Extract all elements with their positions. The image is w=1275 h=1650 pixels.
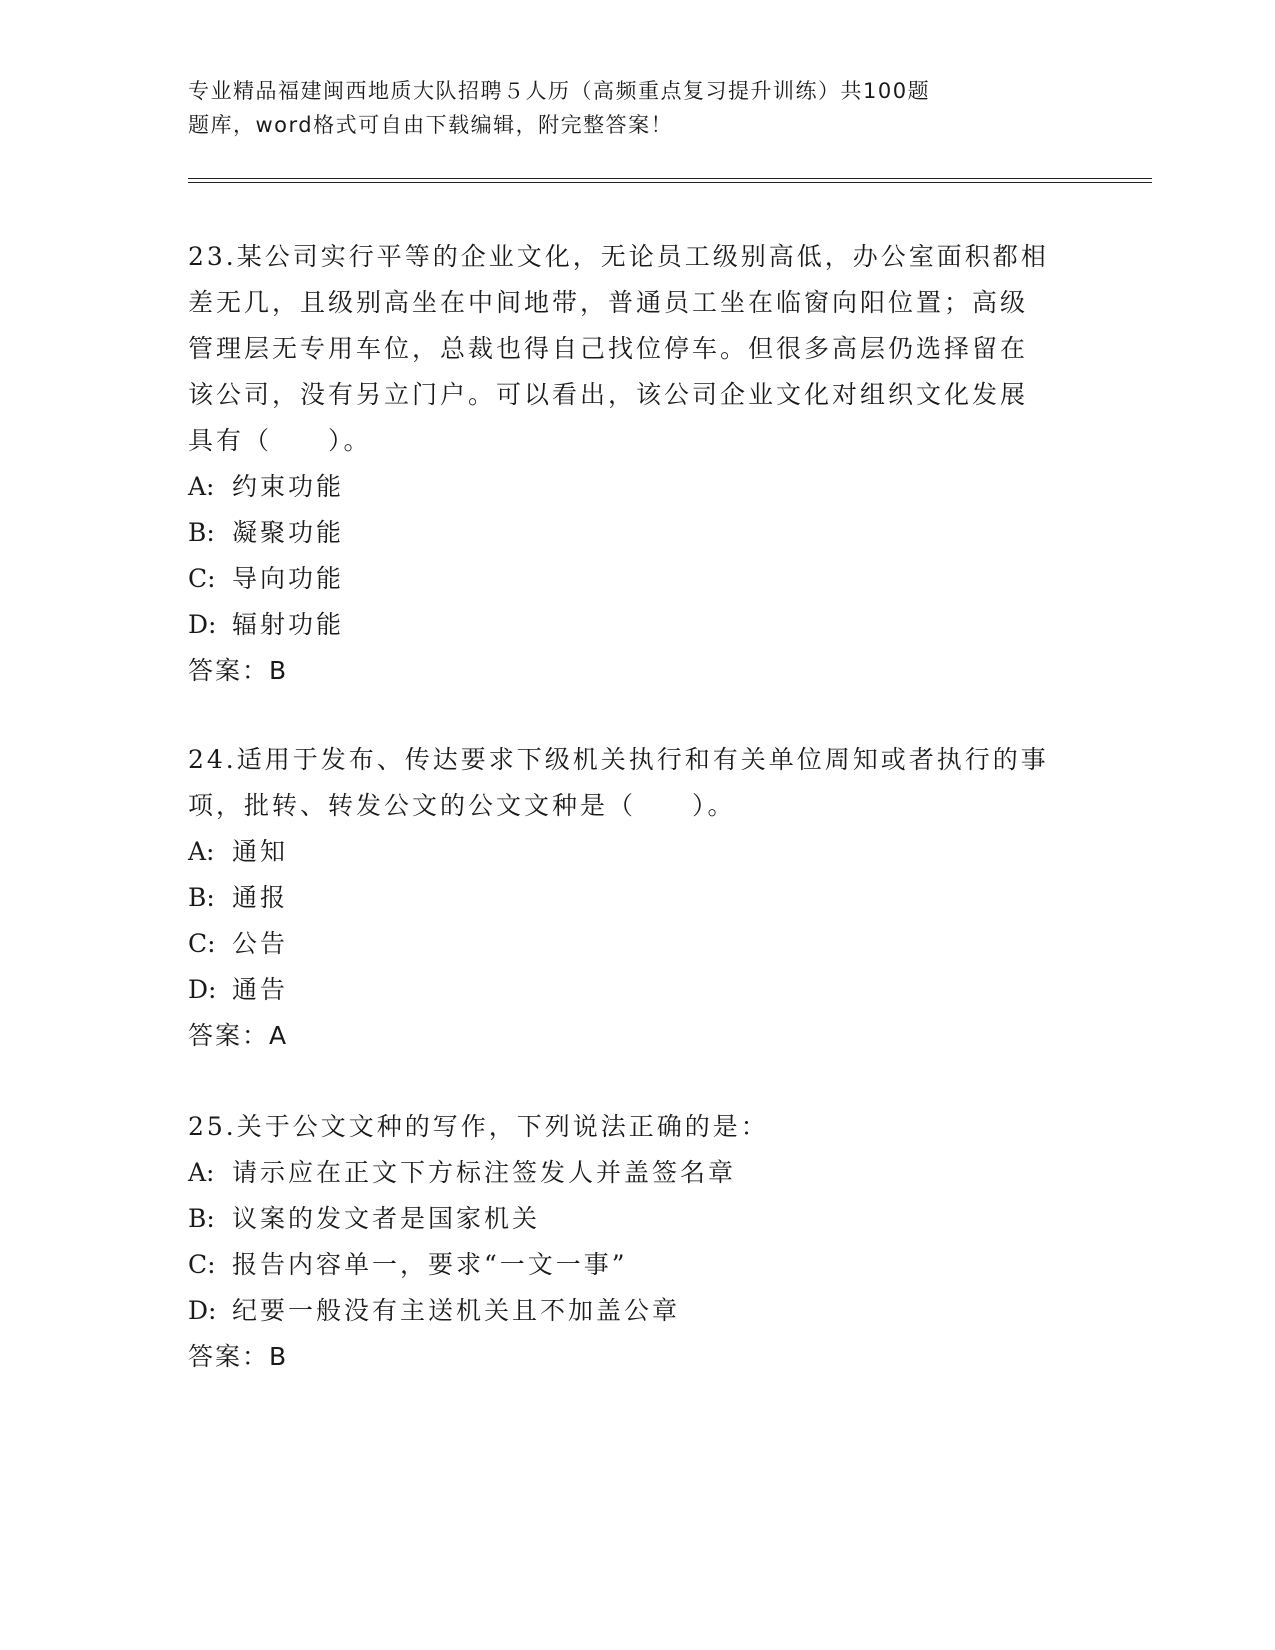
option-text: 通告 [232, 975, 289, 1004]
option-letter: A: [188, 472, 215, 501]
option-letter: C: [188, 929, 216, 958]
option-c [188, 1242, 1088, 1288]
option-a [188, 829, 1088, 875]
option-letter: B: [188, 1204, 215, 1233]
option-letter: D: [188, 610, 217, 639]
option-d [188, 967, 1088, 1013]
option-c [188, 556, 1088, 602]
option-d [188, 1288, 1088, 1334]
option-text: 导向功能 [232, 564, 345, 593]
option-b [188, 875, 1088, 921]
option-text: 辐射功能 [232, 610, 345, 639]
option-text: 约束功能 [232, 472, 345, 501]
stem-line: 该公司，没有另立门户。可以看出，该公司企业文化对组织文化发展 [188, 380, 1029, 409]
option-c [188, 921, 1088, 967]
question-stem [188, 234, 1088, 464]
option-a [188, 1150, 1088, 1196]
header-divider-top [188, 178, 1152, 179]
question-23 [188, 234, 1088, 694]
option-letter: B: [188, 883, 215, 912]
option-b [188, 1196, 1088, 1242]
header-line-2: 题库，word格式可自由下载编辑，附完整答案！ [188, 113, 674, 137]
option-text: 议案的发文者是国家机关 [232, 1204, 541, 1233]
question-stem [188, 737, 1088, 829]
option-letter: A: [188, 837, 215, 866]
answer: 答案：B [188, 656, 289, 685]
stem-line: 23.某公司实行平等的企业文化，无论员工级别高低，办公室面积都相 [188, 242, 1049, 271]
option-text: 通知 [232, 837, 289, 866]
option-text: 公告 [232, 929, 289, 958]
header-line-1: 专业精品福建闽西地质大队招聘５人历（高频重点复习提升训练）共100题 [188, 79, 931, 103]
option-text: 纪要一般没有主送机关且不加盖公章 [232, 1296, 681, 1325]
option-letter: D: [188, 1296, 217, 1325]
header-divider-bottom [188, 182, 1152, 183]
option-b [188, 510, 1088, 556]
option-letter: A: [188, 1158, 215, 1187]
answer: 答案：A [188, 1021, 289, 1050]
option-text: 凝聚功能 [232, 518, 345, 547]
stem-line: 差无几，且级别高坐在中间地带，普通员工坐在临窗向阳位置；高级 [188, 288, 1029, 317]
stem-line: 25.关于公文文种的写作，下列说法正确的是： [188, 1112, 769, 1141]
option-letter: C: [188, 1250, 216, 1279]
stem-line: 具有（ ）。 [188, 426, 372, 455]
stem-line: 24.适用于发布、传达要求下级机关执行和有关单位周知或者执行的事 [188, 745, 1049, 774]
option-text: 通报 [232, 883, 289, 912]
answer: 答案：B [188, 1342, 289, 1371]
option-letter: B: [188, 518, 215, 547]
question-stem [188, 1104, 1088, 1150]
question-25 [188, 1104, 1088, 1380]
option-letter: C: [188, 564, 216, 593]
option-a [188, 464, 1088, 510]
option-d [188, 602, 1088, 648]
option-text: 请示应在正文下方标注签发人并盖签名章 [232, 1158, 737, 1187]
stem-line: 管理层无专用车位，总裁也得自己找位停车。但很多高层仍选择留在 [188, 334, 1029, 363]
document-header [188, 74, 1068, 142]
question-24 [188, 737, 1088, 1059]
option-letter: D: [188, 975, 217, 1004]
stem-line: 项，批转、转发公文的公文文种是（ ）。 [188, 791, 736, 820]
option-text: 报告内容单一，要求“一文一事” [232, 1250, 628, 1279]
